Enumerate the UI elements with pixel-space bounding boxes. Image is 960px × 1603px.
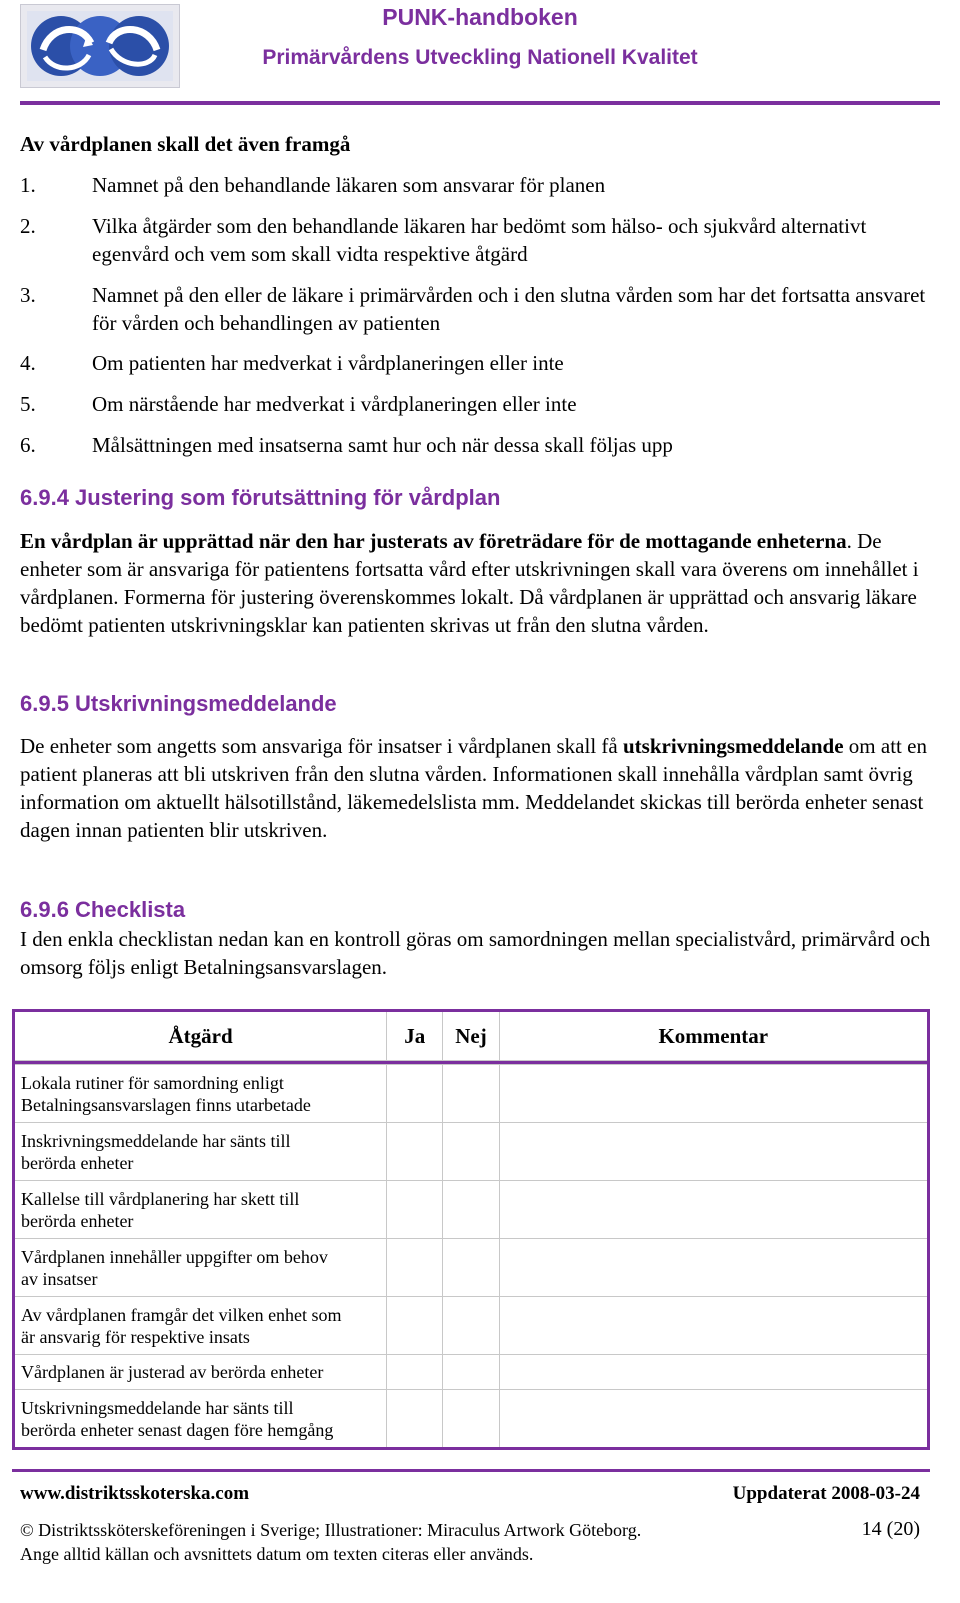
action-cell: [14, 1355, 387, 1390]
column-header-nej: Nej: [443, 1011, 499, 1061]
header-divider: [20, 101, 940, 105]
list-item-number: 1.: [20, 173, 36, 197]
comment-cell[interactable]: [499, 1065, 928, 1123]
column-header-atgard: Åtgärd: [14, 1011, 387, 1061]
footer-copyright: © Distriktssköterskeföreningen i Sverige; Illustrationer: Miraculus Artwork Göteborg.: [20, 1520, 642, 1540]
nej-cell[interactable]: [443, 1123, 499, 1181]
table-row: [14, 1123, 929, 1181]
list-item-text: Om patienten har medverkat i vårdplaneringen eller inte: [92, 351, 564, 375]
header-title: PUNK-handboken: [382, 4, 578, 30]
action-cell: [14, 1390, 387, 1449]
list-item-number: 5.: [20, 392, 36, 416]
column-header-kommentar: Kommentar: [499, 1011, 928, 1061]
nej-cell[interactable]: [443, 1390, 499, 1449]
comment-cell[interactable]: [499, 1239, 928, 1297]
footer-note: Ange alltid källan och avsnittets datum om texten citeras eller används.: [20, 1544, 534, 1564]
ja-cell[interactable]: [387, 1239, 443, 1297]
section-heading: 6.9.6 Checklista: [20, 897, 186, 922]
nej-cell[interactable]: [443, 1297, 499, 1355]
list-item-text: Om närstående har medverkat i vårdplaneringen eller inte: [92, 392, 577, 416]
list-item-text: Namnet på den eller de läkare i primärvården och i den slutna vården som har det fortsatta ansvaret för vården och behandlingen av patienten: [92, 283, 926, 335]
action-line: Vårdplanen är justerad av berörda enheter: [21, 1362, 324, 1382]
action-line: berörda enheter senast dagen före hemgång: [21, 1419, 334, 1440]
ja-cell[interactable]: [387, 1355, 443, 1390]
section-paragraph: I den enkla checklistan nedan kan en kontroll göras om samordningen mellan specialistvård, primärvård och omsorg följs enligt Betalningsansvarslagen.: [20, 927, 931, 979]
list-item-number: 6.: [20, 433, 36, 457]
table-row: [14, 1239, 929, 1297]
action-cell: [14, 1065, 387, 1123]
checklist-table: [12, 1009, 930, 1451]
nej-cell[interactable]: [443, 1355, 499, 1390]
table-row: [14, 1355, 929, 1390]
ja-cell[interactable]: [387, 1390, 443, 1449]
page-number: 14 (20): [861, 1518, 920, 1540]
paragraph-text: om att en patient planeras att bli utskriven från den slutna vården. Informationen skall innehålla vårdplan samt övrig information om aktuellt hälsotillstånd, läkemedelslista mm. Meddelandet skickas till berörda enheter senast dagen innan patienten blir utskriven.: [20, 734, 927, 842]
list-item-number: 4.: [20, 351, 36, 375]
table-row: [14, 1390, 929, 1449]
footer-divider: [12, 1469, 930, 1472]
table-row: [14, 1297, 929, 1355]
paragraph-text: De enheter som angetts som ansvariga för insatser i vårdplanen skall få: [20, 734, 623, 758]
action-line: berörda enheter: [21, 1210, 134, 1231]
table-row: [14, 1181, 929, 1239]
nej-cell[interactable]: [443, 1239, 499, 1297]
ja-cell[interactable]: [387, 1297, 443, 1355]
footer-url-link[interactable]: www.distriktsskoterska.com: [20, 1483, 250, 1504]
list-item-number: 3.: [20, 283, 36, 307]
comment-cell[interactable]: [499, 1297, 928, 1355]
nej-cell[interactable]: [443, 1181, 499, 1239]
comment-cell[interactable]: [499, 1181, 928, 1239]
action-cell: [14, 1239, 387, 1297]
footer-updated: Uppdaterat 2008-03-24: [732, 1483, 920, 1504]
logo-graphic: [21, 5, 179, 87]
table-header-row: [14, 1011, 929, 1061]
action-line: berörda enheter: [21, 1152, 134, 1173]
comment-cell[interactable]: [499, 1390, 928, 1449]
bold-lead: En vårdplan är upprättad när den har justerats av företrädare för de mottagande enheterna: [20, 529, 847, 553]
list-item-number: 2.: [20, 214, 36, 238]
ja-cell[interactable]: [387, 1123, 443, 1181]
section-paragraph: [20, 732, 940, 844]
section-heading: 6.9.4 Justering som förutsättning för vårdplan: [20, 485, 501, 510]
comment-cell[interactable]: [499, 1123, 928, 1181]
list-intro: Av vårdplanen skall det även framgå: [20, 132, 351, 156]
action-line: av insatser: [21, 1268, 98, 1289]
action-line: Betalningsansvarslagen finns utarbetade: [21, 1094, 311, 1115]
paragraph-text: . De enheter som är ansvariga för patientens fortsatta vård efter utskrivningen skall vara överens om innehållet i vårdplanen. Formerna för justering överenskommes lokalt. Då vårdplanen är upprättad och ansvarig läkare bedömt patienten utskrivningsklar kan patienten skrivas ut från den slutna vården.: [20, 529, 919, 637]
bold-term: utskrivningsmeddelande: [622, 734, 844, 758]
section-heading: 6.9.5 Utskrivningsmeddelande: [20, 691, 337, 716]
action-line: är ansvarig för respektive insats: [21, 1326, 250, 1347]
column-header-ja: Ja: [387, 1011, 443, 1061]
action-line: Lokala rutiner för samordning enligt: [21, 1072, 284, 1093]
header-subtitle: Primärvårdens Utveckling Nationell Kvalitet: [262, 46, 698, 69]
action-line: Inskrivningsmeddelande har sänts till: [21, 1130, 291, 1151]
section-paragraph: [20, 527, 940, 639]
ja-cell[interactable]: [387, 1181, 443, 1239]
list-item-text: Vilka åtgärder som den behandlande läkaren har bedömt som hälso- och sjukvård alternativt egenvård och vem som skall vidta respektive åtgärd: [92, 214, 867, 266]
action-cell: [14, 1123, 387, 1181]
list-item-text: Målsättningen med insatserna samt hur och när dessa skall följas upp: [92, 433, 673, 457]
list-item-text: Namnet på den behandlande läkaren som ansvarar för planen: [92, 173, 606, 197]
ja-cell[interactable]: [387, 1065, 443, 1123]
table-row: [14, 1065, 929, 1123]
comment-cell[interactable]: [499, 1355, 928, 1390]
action-cell: [14, 1181, 387, 1239]
action-cell: [14, 1297, 387, 1355]
nej-cell[interactable]: [443, 1065, 499, 1123]
logo: [20, 4, 180, 88]
action-line: Av vårdplanen framgår det vilken enhet som: [21, 1304, 342, 1325]
action-line: Vårdplanen innehåller uppgifter om behov: [21, 1246, 328, 1267]
action-line: Kallelse till vårdplanering har skett till: [21, 1188, 300, 1209]
action-line: Utskrivningsmeddelande har sänts till: [21, 1397, 294, 1418]
